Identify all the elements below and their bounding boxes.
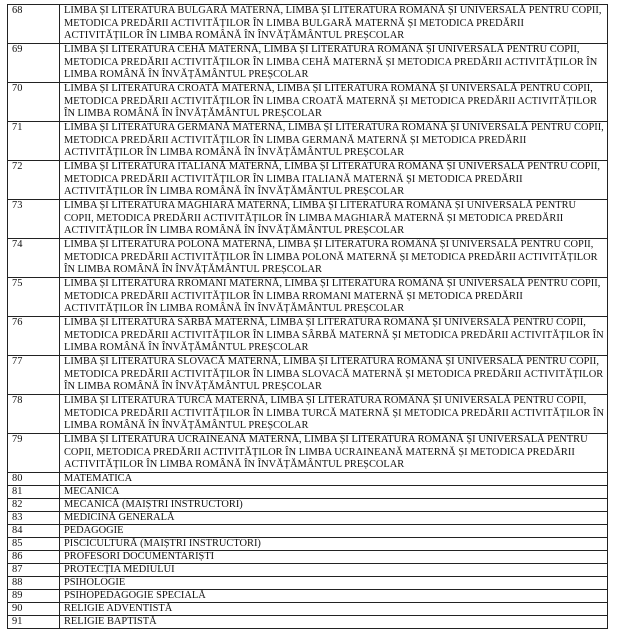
table-row — [8, 395, 608, 434]
specialization-name: MEDICINĂ GENERALĂ — [60, 512, 608, 525]
specialization-name: PISCICULTURĂ (MAIȘTRI INSTRUCTORI) — [60, 538, 608, 551]
specialization-name: MECANICĂ (MAIȘTRI INSTRUCTORI) — [60, 499, 608, 512]
row-number: 84 — [8, 525, 60, 538]
specialization-name: RELIGIE ADVENTISTĂ — [60, 603, 608, 616]
specialization-name: LIMBA ȘI LITERATURA MAGHIARĂ MATERNĂ, LIMBA ȘI LITERATURA ROMÂNĂ ȘI UNIVERSALĂ PENTRU COPII, METODICA PREDĂRII ACTIVITĂȚILOR ÎN LIMBA MAGHIARĂ MATERNĂ ȘI METODICA PREDĂRII ACTIVITĂȚILOR ÎN LIMBA ROMÂNĂ ÎN ÎNVĂȚĂMÂNTUL PREȘCOLAR — [60, 200, 608, 239]
row-number: 80 — [8, 473, 60, 486]
table-row — [8, 616, 608, 629]
specialization-name: PEDAGOGIE — [60, 525, 608, 538]
row-number: 68 — [8, 5, 60, 44]
table-row — [8, 122, 608, 161]
specialization-name: LIMBA ȘI LITERATURA GERMANĂ MATERNĂ, LIMBA ȘI LITERATURA ROMÂNĂ ȘI UNIVERSALĂ PENTRU COPII, METODICA PREDĂRII ACTIVITĂȚILOR ÎN LIMBA GERMANĂ MATERNĂ ȘI METODICA PREDĂRII ACTIVITĂȚILOR ÎN LIMBA ROMÂNĂ ÎN ÎNVĂȚĂMÂNTUL PREȘCOLAR — [60, 122, 608, 161]
specialization-name: RELIGIE BAPTISTĂ — [60, 616, 608, 629]
row-number: 88 — [8, 577, 60, 590]
specialization-name: PSIHOLOGIE — [60, 577, 608, 590]
table-row — [8, 239, 608, 278]
table-row — [8, 590, 608, 603]
row-number: 79 — [8, 434, 60, 473]
table-row — [8, 356, 608, 395]
specialization-name: MATEMATICA — [60, 473, 608, 486]
table-row — [8, 434, 608, 473]
row-number: 69 — [8, 44, 60, 83]
specialization-name: LIMBA ȘI LITERATURA SLOVACĂ MATERNĂ, LIMBA ȘI LITERATURA ROMÂNĂ ȘI UNIVERSALĂ PENTRU COPII, METODICA PREDĂRII ACTIVITĂȚILOR ÎN LIMBA SLOVACĂ MATERNĂ ȘI METODICA PREDĂRII ACTIVITĂȚILOR ÎN LIMBA ROMÂNĂ ÎN ÎNVĂȚĂMÂNTUL PREȘCOLAR — [60, 356, 608, 395]
table-row — [8, 200, 608, 239]
row-number: 78 — [8, 395, 60, 434]
table-row — [8, 603, 608, 616]
specialization-name: MECANICA — [60, 486, 608, 499]
row-number: 87 — [8, 564, 60, 577]
row-number: 72 — [8, 161, 60, 200]
table-row — [8, 538, 608, 551]
specialization-name: LIMBA ȘI LITERATURA POLONĂ MATERNĂ, LIMBA ȘI LITERATURA ROMÂNĂ ȘI UNIVERSALĂ PENTRU COPII, METODICA PREDĂRII ACTIVITĂȚILOR ÎN LIMBA POLONĂ MATERNĂ ȘI METODICA PREDĂRII ACTIVITĂȚILOR ÎN LIMBA ROMÂNĂ ÎN ÎNVĂȚĂMÂNTUL PREȘCOLAR — [60, 239, 608, 278]
row-number: 89 — [8, 590, 60, 603]
specialization-name: LIMBA ȘI LITERATURA SÂRBĂ MATERNĂ, LIMBA ȘI LITERATURA ROMÂNĂ ȘI UNIVERSALĂ PENTRU COPII, METODICA PREDĂRII ACTIVITĂȚILOR ÎN LIMBA SÂRBĂ MATERNĂ ȘI METODICA PREDĂRII ACTIVITĂȚILOR ÎN LIMBA ROMÂNĂ ÎN ÎNVĂȚĂMÂNTUL PREȘCOLAR — [60, 317, 608, 356]
table-row — [8, 525, 608, 538]
row-number: 70 — [8, 83, 60, 122]
table-row — [8, 44, 608, 83]
specialization-name: PROFESORI DOCUMENTARIȘTI — [60, 551, 608, 564]
table-row — [8, 83, 608, 122]
row-number: 82 — [8, 499, 60, 512]
specialization-name: PSIHOPEDAGOGIE SPECIALĂ — [60, 590, 608, 603]
table-row — [8, 5, 608, 44]
row-number: 71 — [8, 122, 60, 161]
table-row — [8, 551, 608, 564]
row-number: 73 — [8, 200, 60, 239]
table-row — [8, 161, 608, 200]
table-row — [8, 473, 608, 486]
specialization-name: LIMBA ȘI LITERATURA CEHĂ MATERNĂ, LIMBA ȘI LITERATURA ROMÂNĂ ȘI UNIVERSALĂ PENTRU COPII, METODICA PREDĂRII ACTIVITĂȚILOR ÎN LIMBA CEHĂ MATERNĂ ȘI METODICA PREDĂRII ACTIVITĂȚILOR ÎN LIMBA ROMÂNĂ ÎN ÎNVĂȚĂMÂNTUL PREȘCOLAR — [60, 44, 608, 83]
table-row — [8, 499, 608, 512]
row-number: 75 — [8, 278, 60, 317]
row-number: 85 — [8, 538, 60, 551]
specialization-name: LIMBA ȘI LITERATURA TURCĂ MATERNĂ, LIMBA ȘI LITERATURA ROMÂNĂ ȘI UNIVERSALĂ PENTRU COPII, METODICA PREDĂRII ACTIVITĂȚILOR ÎN LIMBA TURCĂ MATERNĂ ȘI METODICA PREDĂRII ACTIVITĂȚILOR ÎN LIMBA ROMÂNĂ ÎN ÎNVĂȚĂMÂNTUL PREȘCOLAR — [60, 395, 608, 434]
table-row — [8, 317, 608, 356]
specializations-table — [7, 4, 608, 629]
row-number: 77 — [8, 356, 60, 395]
specialization-name: LIMBA ȘI LITERATURA ITALIANĂ MATERNĂ, LIMBA ȘI LITERATURA ROMÂNĂ ȘI UNIVERSALĂ PENTRU COPII, METODICA PREDĂRII ACTIVITĂȚILOR ÎN LIMBA ITALIANĂ MATERNĂ ȘI METODICA PREDĂRII ACTIVITĂȚILOR ÎN LIMBA ROMÂNĂ ÎN ÎNVĂȚĂMÂNTUL PREȘCOLAR — [60, 161, 608, 200]
table-body — [8, 5, 608, 629]
row-number: 90 — [8, 603, 60, 616]
row-number: 91 — [8, 616, 60, 629]
row-number: 83 — [8, 512, 60, 525]
table-row — [8, 577, 608, 590]
table-row — [8, 278, 608, 317]
row-number: 76 — [8, 317, 60, 356]
row-number: 74 — [8, 239, 60, 278]
specialization-name: LIMBA ȘI LITERATURA RROMANI MATERNĂ, LIMBA ȘI LITERATURA ROMÂNĂ ȘI UNIVERSALĂ PENTRU COPII, METODICA PREDĂRII ACTIVITĂȚILOR ÎN LIMBA RROMANI MATERNĂ ȘI METODICA PREDĂRII ACTIVITĂȚILOR ÎN LIMBA ROMÂNĂ ÎN ÎNVĂȚĂMÂNTUL PREȘCOLAR — [60, 278, 608, 317]
table-row — [8, 512, 608, 525]
specialization-name: LIMBA ȘI LITERATURA UCRAINEANĂ MATERNĂ, LIMBA ȘI LITERATURA ROMÂNĂ ȘI UNIVERSALĂ PENTRU COPII, METODICA PREDĂRII ACTIVITĂȚILOR ÎN LIMBA UCRAINEANĂ MATERNĂ ȘI METODICA PREDĂRII ACTIVITĂȚILOR ÎN LIMBA ROMÂNĂ ÎN ÎNVĂȚĂMÂNTUL PREȘCOLAR — [60, 434, 608, 473]
specialization-name: LIMBA ȘI LITERATURA BULGARĂ MATERNĂ, LIMBA ȘI LITERATURA ROMÂNĂ ȘI UNIVERSALĂ PENTRU COPII, METODICA PREDĂRII ACTIVITĂȚILOR ÎN LIMBA BULGARĂ MATERNĂ ȘI METODICA PREDĂRII ACTIVITĂȚILOR ÎN LIMBA ROMÂNĂ ÎN ÎNVĂȚĂMÂNTUL PREȘCOLAR — [60, 5, 608, 44]
row-number: 86 — [8, 551, 60, 564]
specialization-name: PROTECȚIA MEDIULUI — [60, 564, 608, 577]
table-row — [8, 486, 608, 499]
row-number: 81 — [8, 486, 60, 499]
table-row — [8, 564, 608, 577]
specialization-name: LIMBA ȘI LITERATURA CROATĂ MATERNĂ, LIMBA ȘI LITERATURA ROMÂNĂ ȘI UNIVERSALĂ PENTRU COPII, METODICA PREDĂRII ACTIVITĂȚILOR ÎN LIMBA CROATĂ MATERNĂ ȘI METODICA PREDĂRII ACTIVITĂȚILOR ÎN LIMBA ROMÂNĂ ÎN ÎNVĂȚĂMÂNTUL PREȘCOLAR — [60, 83, 608, 122]
